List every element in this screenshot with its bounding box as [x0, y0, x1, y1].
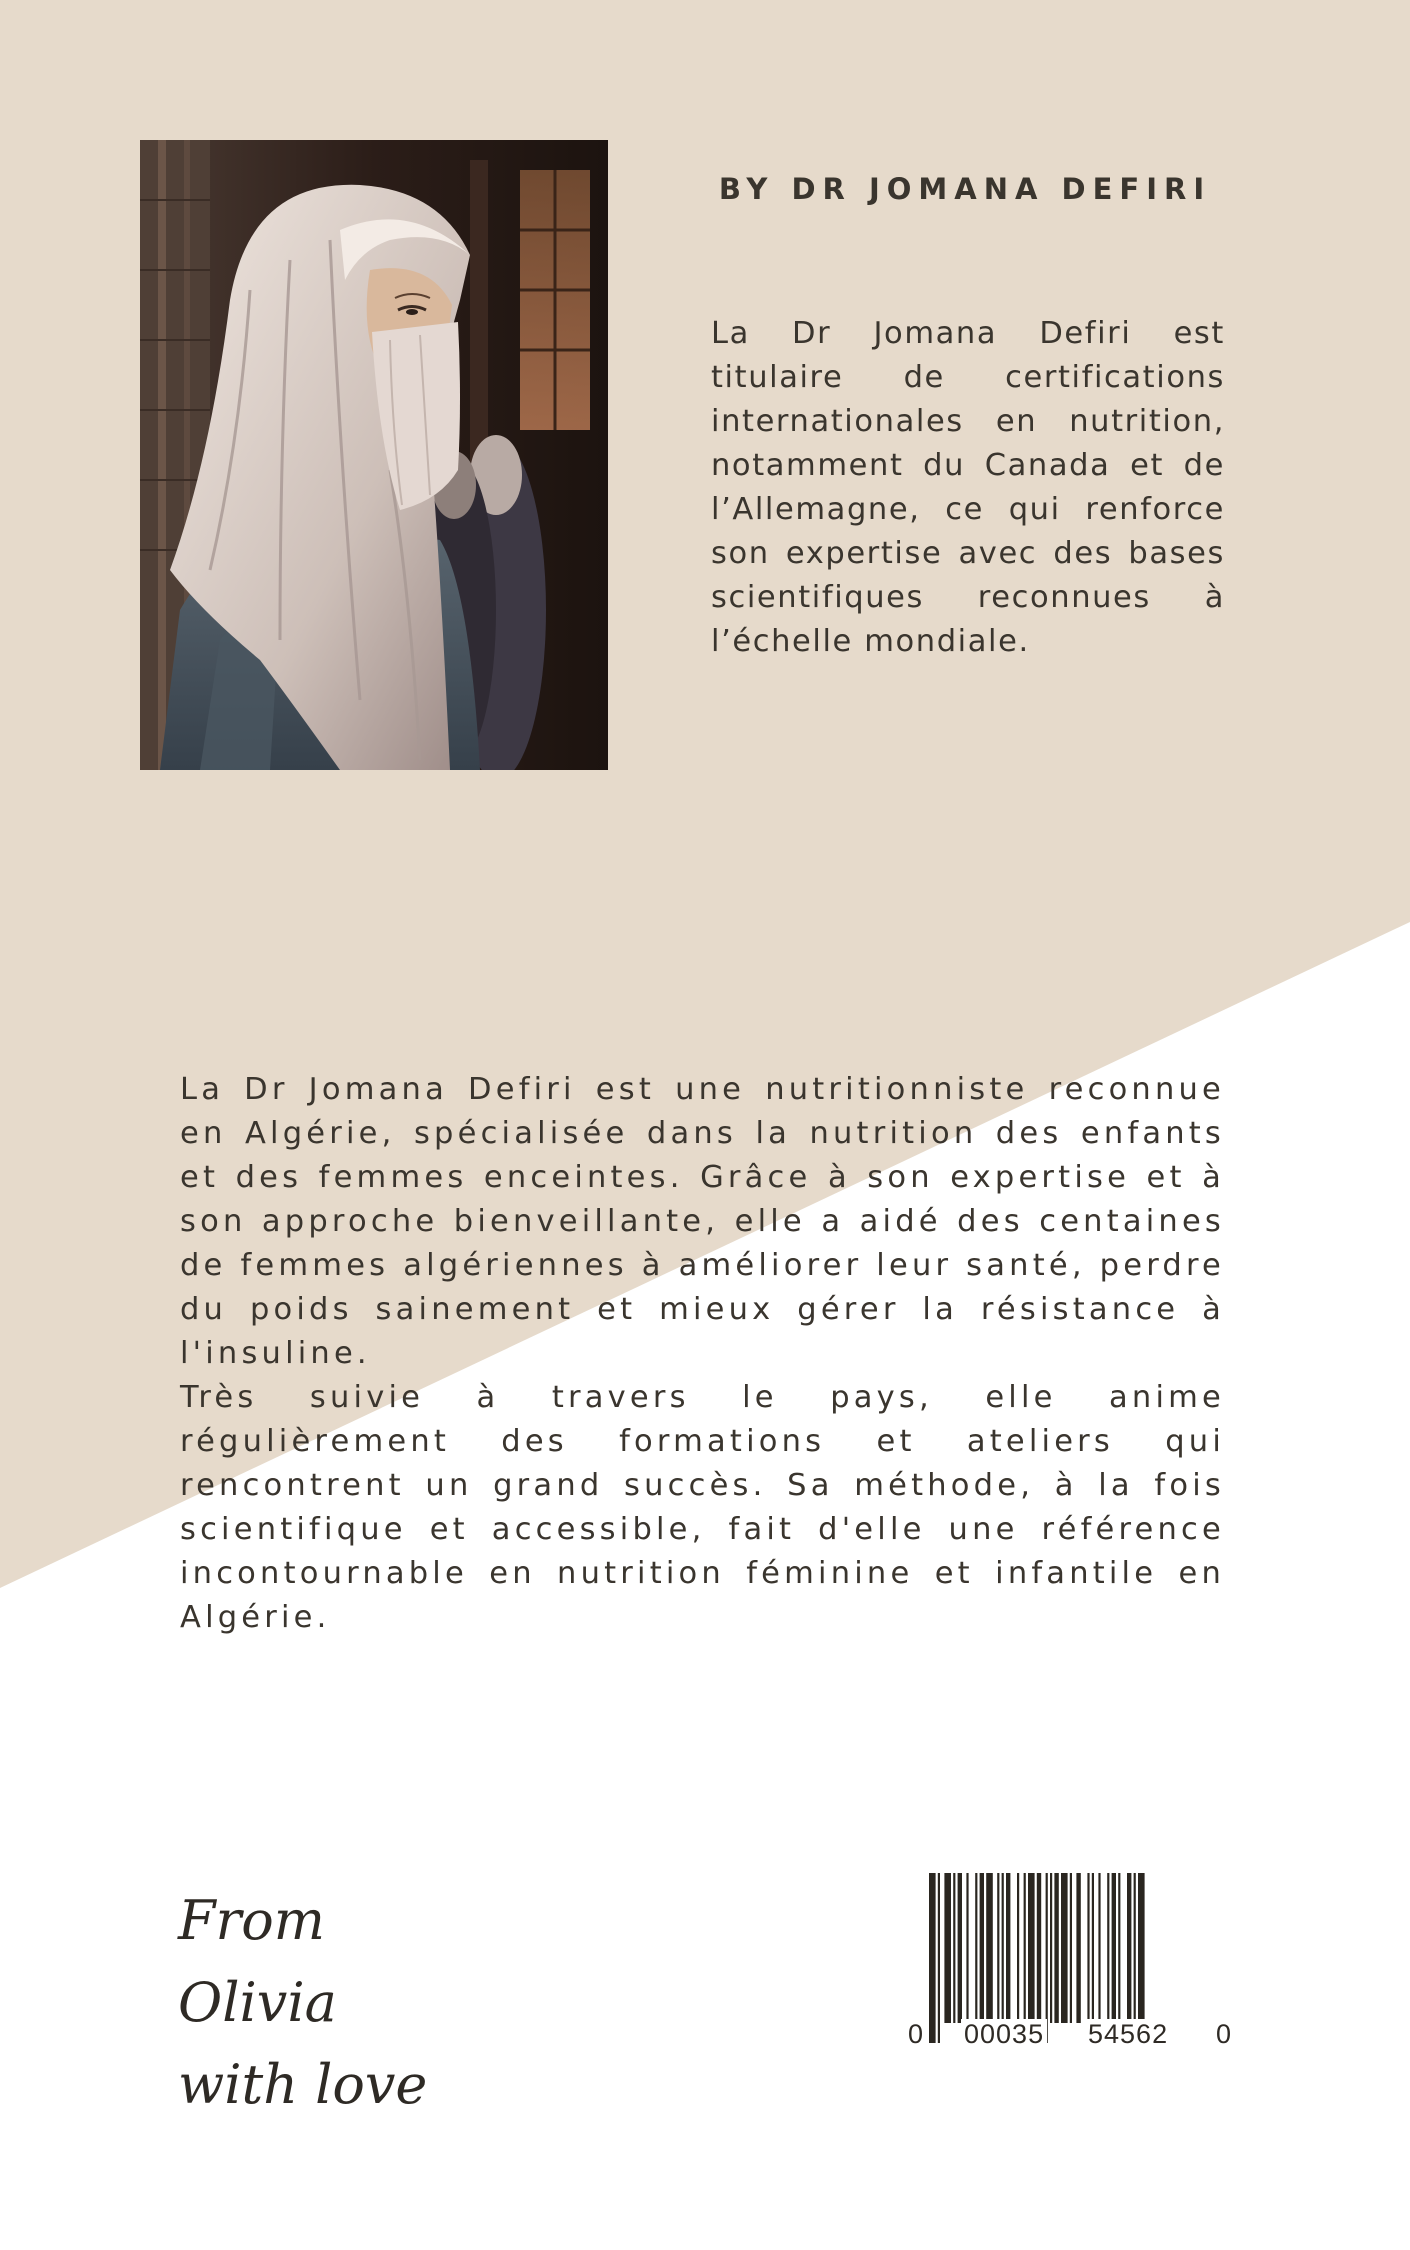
barcode-bar	[938, 1873, 940, 2043]
barcode-bar	[953, 1873, 955, 2023]
barcode-bar	[1098, 1873, 1100, 2023]
barcode-bar	[1050, 1873, 1052, 2023]
barcode-bar	[997, 1873, 999, 2023]
barcode-bar	[966, 1873, 968, 2023]
barcode-bar	[975, 1873, 977, 2023]
barcode-left-group: 00035	[961, 2019, 1047, 2050]
author-portrait-image	[140, 140, 608, 770]
barcode-bar	[1037, 1873, 1041, 2043]
description-paragraph-2: Très suivie à travers le pays, elle anime régulièrement des formations et ateliers qui rencontrent un grand succès. Sa méthode, à la fois scientifique et accessible, fait d'elle une référence incontournable en nutrition féminine et infantile en Algérie.	[180, 1380, 1225, 1635]
barcode	[905, 1873, 1235, 2055]
barcode-bar	[1061, 1873, 1068, 2023]
barcode-bar	[1076, 1873, 1080, 2023]
barcode-bar	[1054, 1873, 1058, 2023]
barcode-bar	[1024, 1873, 1026, 2023]
barcode-lead-digit: 0	[905, 2019, 927, 2050]
barcode-bar	[1107, 1873, 1109, 2023]
barcode-bar	[986, 1873, 993, 2023]
barcode-bar	[1006, 1873, 1010, 2023]
barcode-bar	[1087, 1873, 1089, 2023]
barcode-bar	[1070, 1873, 1072, 2023]
barcode-bar	[980, 1873, 984, 2023]
barcode-bar	[1134, 1873, 1136, 2023]
barcode-bar	[1118, 1873, 1120, 2023]
barcode-bar	[1002, 1873, 1004, 2023]
signature-line-1: From Olivia	[178, 1889, 337, 2034]
author-heading: BY DR JOMANA DEFIRI	[718, 172, 1212, 206]
description-paragraph-1: La Dr Jomana Defiri est une nutritionniste reconnue en Algérie, spécialisée dans la nutrition des enfants et des femmes enceintes. Grâce à son expertise et à son approche bienveillante, elle a aidé des centaines de femmes algériennes à améliorer leur santé, perdre du poids sainement et mieux gérer la résistance à l'insuline.	[180, 1072, 1225, 1371]
barcode-right-group: 54562	[1085, 2019, 1171, 2050]
main-description	[180, 1068, 1225, 1640]
barcode-bar	[1046, 1873, 1048, 2043]
signature	[178, 1880, 498, 2126]
barcode-bar	[1138, 1873, 1145, 2043]
barcode-trail-digit: 0	[1213, 2019, 1235, 2050]
signature-line-2: with love	[178, 2053, 428, 2116]
barcode-bar	[1092, 1873, 1094, 2023]
barcode-bar	[1127, 1873, 1131, 2023]
barcode-bar	[1017, 1873, 1019, 2023]
barcode-bars	[905, 1873, 1235, 2055]
author-bio-text: La Dr Jomana Defiri est titulaire de certifications internationales en nutrition, notamment du Canada et de l’Allemagne, ce qui renforce son expertise avec des bases scientifiques reconnues à l’échelle mondiale.	[711, 316, 1225, 659]
barcode-bar	[944, 1873, 951, 2023]
barcode-bar	[929, 1873, 936, 2043]
barcode-bar	[1112, 1873, 1116, 2023]
barcode-bar	[1028, 1873, 1035, 2023]
barcode-bar	[958, 1873, 962, 2023]
